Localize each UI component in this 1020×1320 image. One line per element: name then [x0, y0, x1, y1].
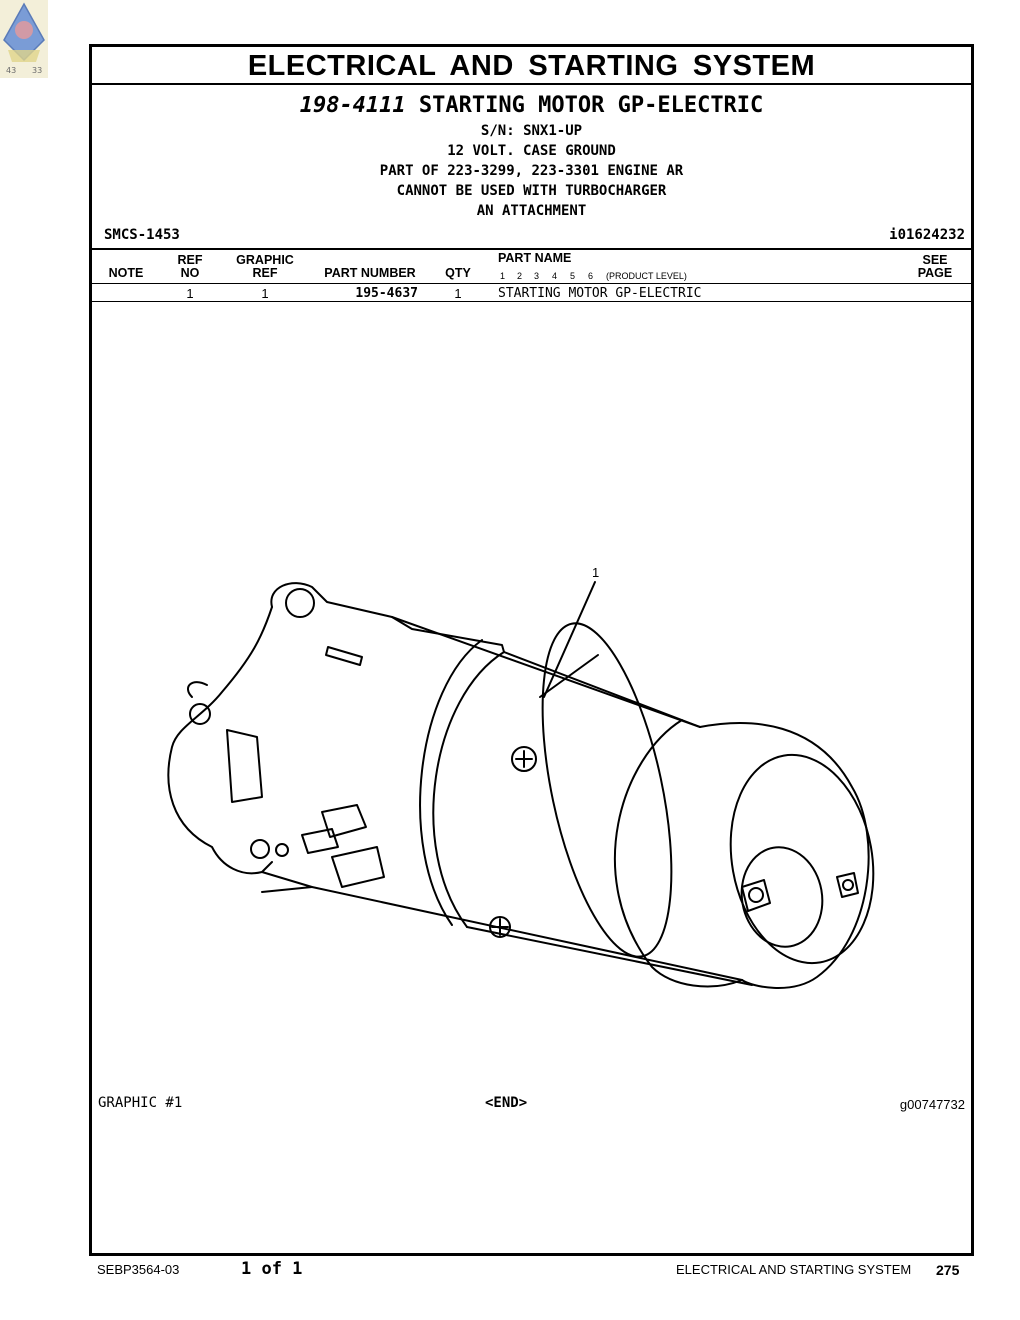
col-graphic-ref: GRAPHIC REF — [236, 253, 294, 280]
graphic-label: GRAPHIC #1 — [98, 1095, 183, 1111]
logo-text-right: 33 — [32, 66, 43, 75]
row-qty: 1 — [454, 286, 462, 301]
serial-note: S/N: SNX1-UP — [480, 123, 583, 139]
level-2: 2 — [517, 271, 523, 281]
row-rule — [92, 301, 971, 302]
parts-page-frame — [89, 44, 974, 1256]
footer-page-of: 1 of 1 — [241, 1259, 303, 1279]
restriction-note: CANNOT BE USED WITH TURBOCHARGER — [396, 183, 667, 199]
callout-number: 1 — [592, 565, 600, 580]
product-level-label: (PRODUCT LEVEL) — [606, 271, 687, 281]
group-header — [92, 91, 971, 221]
level-6: 6 — [588, 271, 594, 281]
illustration-id: i01624232 — [889, 227, 965, 243]
logo-text-left: 43 — [6, 66, 17, 75]
publisher-logo — [0, 0, 48, 78]
col-qty: QTY — [445, 266, 471, 280]
level-3: 3 — [534, 271, 540, 281]
smcs-code: SMCS-1453 — [104, 227, 180, 243]
row-graphic-ref: 1 — [261, 286, 269, 301]
group-name: STARTING MOTOR GP-ELECTRIC — [418, 93, 764, 118]
section-title: ELECTRICAL AND STARTING SYSTEM — [92, 47, 971, 85]
attachment-note: AN ATTACHMENT — [476, 203, 587, 219]
footer-page-number: 275 — [936, 1262, 960, 1278]
starting-motor-illustration — [152, 547, 892, 997]
col-see-page: SEE PAGE — [917, 253, 953, 280]
end-marker: <END> — [485, 1095, 528, 1111]
col-note: NOTE — [108, 266, 144, 280]
level-1: 1 — [500, 271, 506, 281]
group-number: 198-4111 — [299, 93, 406, 118]
header-rule-top — [92, 248, 971, 250]
level-4: 4 — [552, 271, 558, 281]
group-title-line — [92, 91, 971, 121]
part-of-note: PART OF 223-3299, 223-3301 ENGINE AR — [379, 163, 684, 179]
footer-section: ELECTRICAL AND STARTING SYSTEM — [676, 1262, 912, 1277]
level-5: 5 — [570, 271, 576, 281]
row-ref-no: 1 — [186, 286, 194, 301]
row-part-number[interactable]: 195-4637 — [355, 286, 418, 301]
col-ref-no: REF NO — [177, 253, 203, 280]
voltage-note: 12 VOLT. CASE GROUND — [447, 143, 616, 159]
col-part-number: PART NUMBER — [324, 266, 416, 280]
footer-doc-id: SEBP3564-03 — [97, 1262, 180, 1277]
row-part-name: STARTING MOTOR GP-ELECTRIC — [498, 286, 702, 301]
header-rule-bottom — [92, 283, 971, 284]
graphic-id: g00747732 — [899, 1097, 965, 1112]
col-part-name: PART NAME — [498, 251, 572, 265]
